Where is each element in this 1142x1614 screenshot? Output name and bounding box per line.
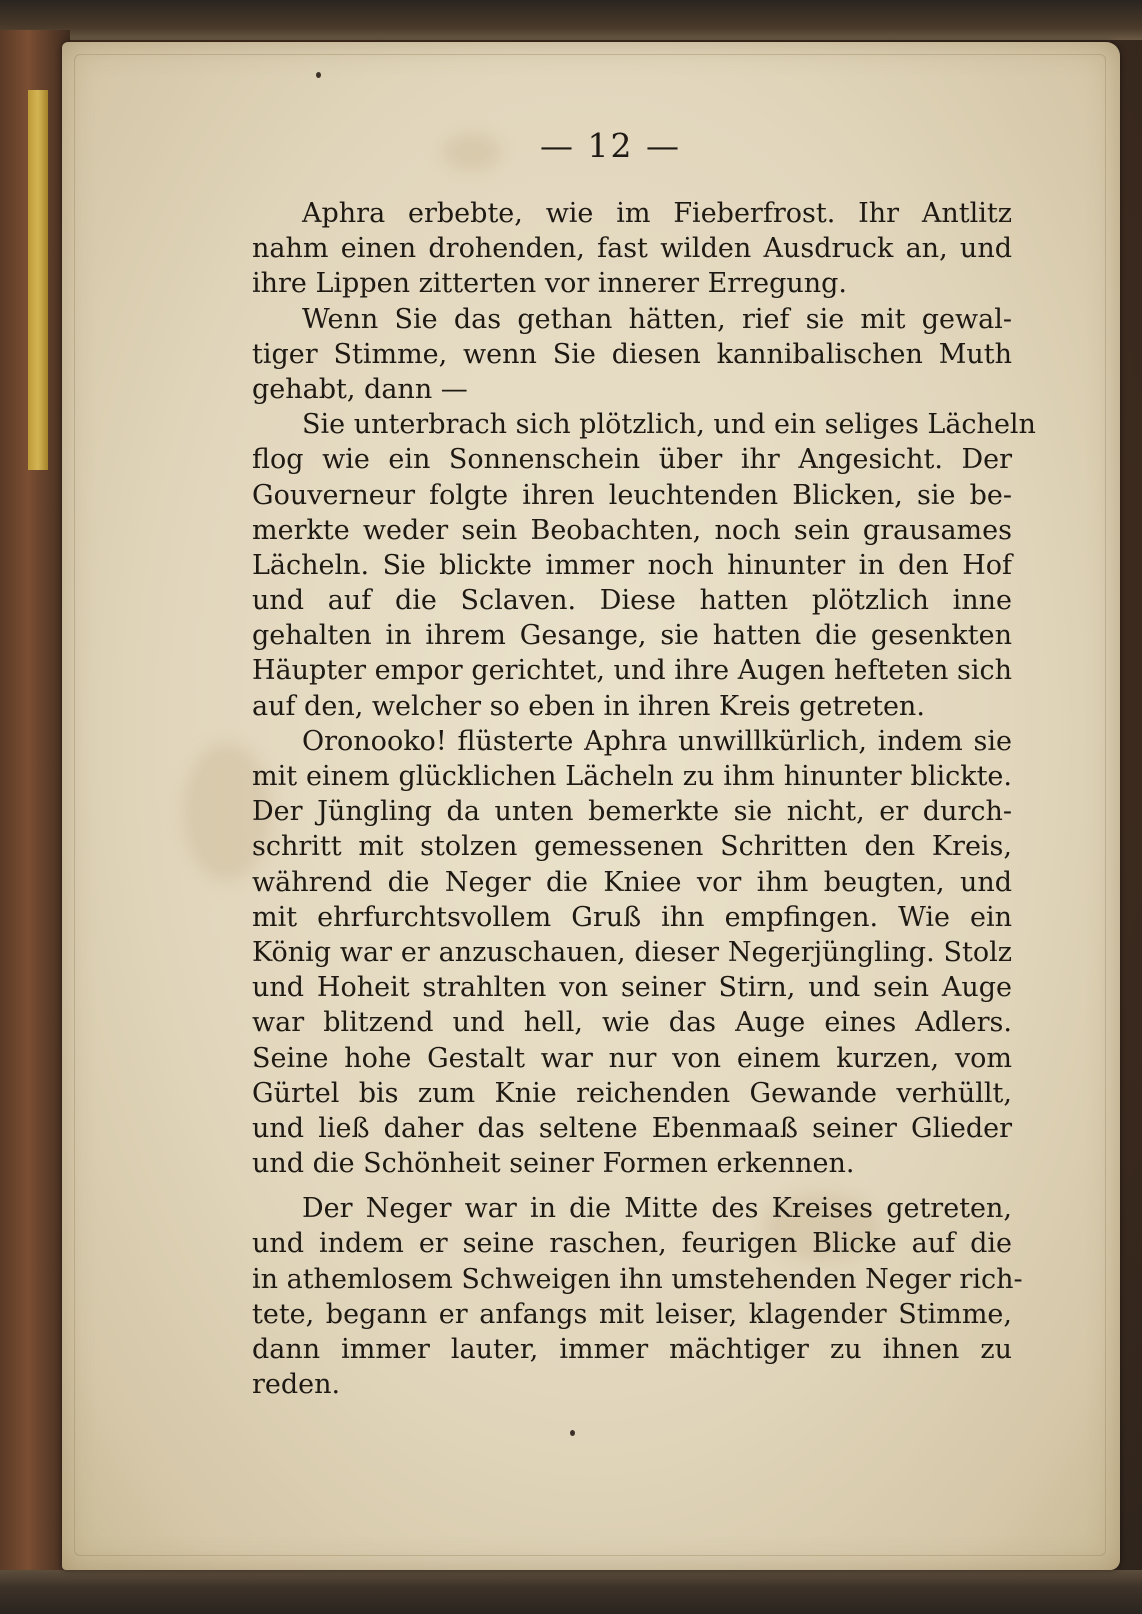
text-line: flog wie ein Sonnenschein über ihr Angesicht. Der <box>252 444 1012 476</box>
text-line: Aphra erbebte, wie im Fieberfrost. Ihr Antlitz <box>302 198 1012 229</box>
text-line: und auf die Sclaven. Diese hatten plötzlich inne <box>252 585 1012 617</box>
text-line: und ließ daher das seltene Ebenmaaß seiner Glieder <box>252 1112 1012 1144</box>
spine-strip <box>28 90 48 470</box>
text-line: reden. <box>252 1369 341 1401</box>
text-line: König war er anzuschauen, dieser Negerjüngling. Stolz <box>252 936 1012 968</box>
page-speck <box>316 72 321 78</box>
text-line: und die Schönheit seiner Formen erkennen. <box>252 1148 855 1180</box>
paragraph <box>252 196 1012 302</box>
page-speck <box>570 1430 575 1436</box>
text-line: in athemlosem Schweigen ihn umstehenden Neger rich- <box>252 1263 1023 1295</box>
text-line: während die Neger die Kniee vor ihm beugten, und <box>252 866 1012 898</box>
cover-edge-top <box>0 0 1142 40</box>
text-line: Seine hohe Gestalt war nur von einem kurzen, vom <box>252 1042 1012 1074</box>
text-line: Wenn Sie das gethan hätten, rief sie mit gewal- <box>302 303 1012 335</box>
paragraph <box>252 407 1036 724</box>
text-line: Oronooko! flüsterte Aphra unwillkürlich, indem sie <box>302 725 1012 757</box>
paragraph-gap <box>252 1181 1012 1191</box>
page-number: — 12 — <box>540 126 681 165</box>
text-line: schritt mit stolzen gemessenen Schritten den Kreis, <box>252 831 1012 863</box>
text-line: tiger Stimme, wenn Sie diesen kannibalischen Muth <box>252 338 1012 370</box>
text-line: und Hoheit strahlten von seiner Stirn, und sein Auge <box>252 972 1012 1004</box>
text-line: gehabt, dann — <box>252 373 468 405</box>
text-line: war blitzend und hell, wie das Auge eines Adlers. <box>252 1007 1012 1039</box>
paragraph <box>252 1191 1023 1402</box>
text-line: und indem er seine raschen, feurigen Blicke auf die <box>252 1228 1012 1260</box>
text-line: Der Neger war in die Mitte des Kreises getreten, <box>302 1193 1012 1225</box>
text-line: nahm einen drohenden, fast wilden Ausdruck an, und <box>252 233 1012 265</box>
text-line: gehalten in ihrem Gesange, sie hatten die gesenkten <box>252 620 1012 652</box>
paragraph <box>252 302 1012 408</box>
text-line: auf den, welcher so eben in ihren Kreis getreten. <box>252 690 925 722</box>
text-line: ihre Lippen zitterten vor innerer Erregung. <box>252 268 848 300</box>
text-line: tete, begann er anfangs mit leiser, klagender Stimme, <box>252 1298 1012 1330</box>
text-line: Der Jüngling da unten bemerkte sie nicht, er durch- <box>252 796 1012 828</box>
text-line: Häupter empor gerichtet, und ihre Augen hefteten sich <box>252 655 1012 687</box>
text-line: mit ehrfurchtsvollem Gruß ihn empfingen. Wie ein <box>252 901 1012 933</box>
text-line: Gürtel bis zum Knie reichenden Gewande verhüllt, <box>252 1077 1012 1109</box>
text-line: Gouverneur folgte ihren leuchtenden Blicken, sie be- <box>252 479 1012 511</box>
page-stain <box>442 132 502 172</box>
text-line: Sie unterbrach sich plötzlich, und ein seliges Lächeln <box>302 409 1036 441</box>
text-line: mit einem glücklichen Lächeln zu ihm hinunter blickte. <box>252 761 1012 792</box>
paragraph <box>252 724 1012 1181</box>
body-text <box>252 196 1036 1402</box>
text-line: Lächeln. Sie blickte immer noch hinunter in den Hof <box>252 549 1012 581</box>
text-line: merkte weder sein Beobachten, noch sein grausames <box>252 514 1012 546</box>
text-line: dann immer lauter, immer mächtiger zu ihnen zu <box>252 1334 1012 1365</box>
cover-edge-bottom <box>0 1570 1142 1614</box>
